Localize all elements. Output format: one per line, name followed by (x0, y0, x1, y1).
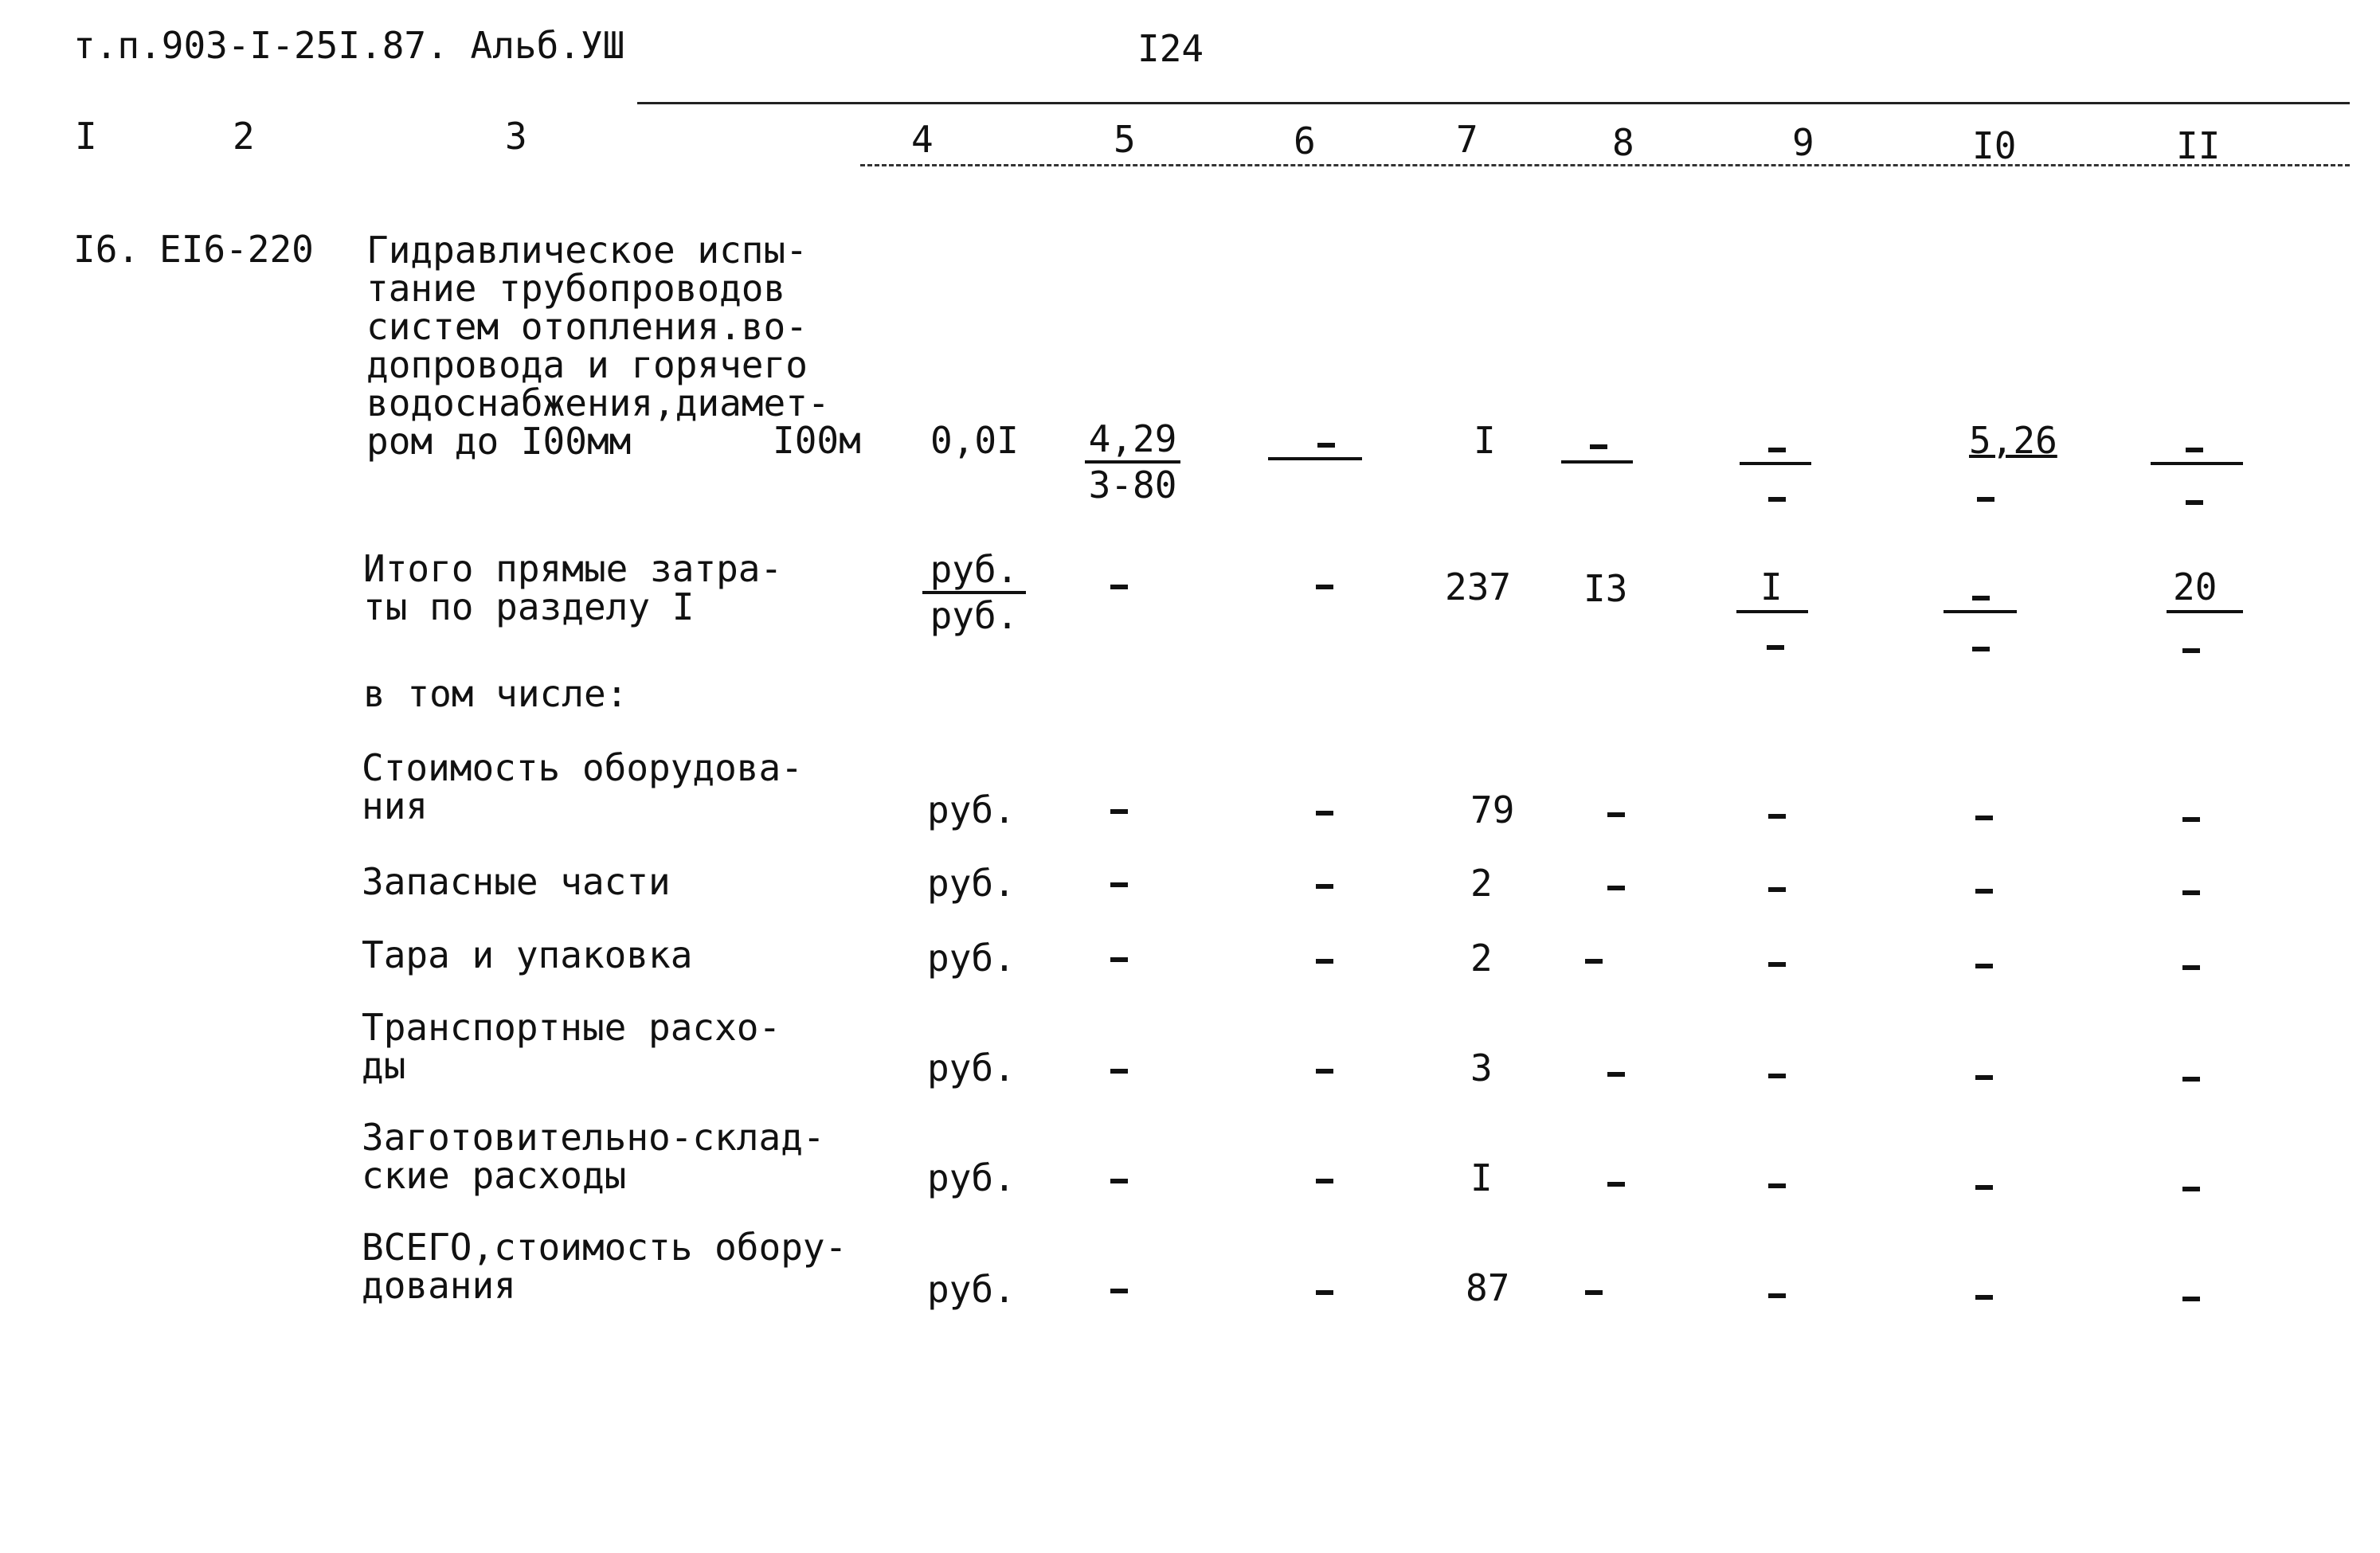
total-direct-col9-rule (1736, 610, 1808, 613)
row-packaging-col9 (1768, 962, 1786, 967)
header-rule-top (637, 102, 2350, 104)
column-header-5: 5 (1114, 118, 1136, 161)
column-header-8: 8 (1612, 121, 1634, 164)
item-col9-top (1768, 448, 1786, 452)
row-equipment-cost-col8 (1607, 812, 1625, 817)
column-header-4: 4 (911, 118, 934, 161)
item-col11-rule (2151, 462, 2243, 465)
column-header-6: 6 (1294, 119, 1316, 162)
item-col10-top: 5,26 (1969, 419, 2057, 462)
row-spare-parts-col6 (1316, 884, 1333, 889)
row-procurement-label: Заготовительно-склад- ские расходы (362, 1116, 825, 1197)
item-col5-top: 4,29 (1085, 421, 1180, 464)
row-total-equipment-col7: 87 (1466, 1266, 1510, 1309)
row-procurement-unit: руб. (927, 1156, 1016, 1199)
row-total-equipment-col11 (2182, 1297, 2200, 1301)
row-equipment-cost-col9 (1768, 814, 1786, 819)
row-transport-col9 (1768, 1074, 1786, 1078)
item-col6-dash (1268, 457, 1362, 460)
row-spare-parts-col8 (1607, 886, 1625, 890)
row-total-equipment-col10 (1975, 1295, 1993, 1300)
row-procurement-col10 (1975, 1185, 1993, 1190)
header-rule-bottom (860, 164, 2350, 166)
row-procurement-col6 (1316, 1179, 1333, 1183)
row-total-equipment-unit: руб. (927, 1268, 1016, 1311)
row-equipment-cost-label: Стоимость оборудова- ния (362, 746, 803, 827)
total-direct-col5 (1110, 585, 1128, 589)
row-transport-unit: руб. (927, 1046, 1016, 1089)
row-transport-col11 (2182, 1077, 2200, 1082)
total-direct-col9-top: I (1760, 565, 1783, 608)
row-procurement-col11 (2182, 1187, 2200, 1191)
total-direct-unit (922, 548, 1026, 637)
row-equipment-cost-col7: 79 (1470, 788, 1515, 831)
row-packaging-col10 (1975, 964, 1993, 968)
item-col9-rule (1740, 462, 1811, 465)
row-equipment-cost-col5 (1110, 809, 1128, 814)
total-direct-col7: 237 (1445, 565, 1512, 608)
row-procurement-col5 (1110, 1179, 1128, 1183)
item-col9-bottom (1768, 497, 1786, 502)
column-header-10: I0 (1972, 124, 2017, 167)
row-spare-parts-col5 (1110, 882, 1128, 887)
row-spare-parts-col7: 2 (1470, 862, 1493, 905)
document-reference: т.п.903-I-25I.87. Альб.УШ (73, 24, 625, 67)
total-direct-unit-top: руб. (922, 551, 1026, 594)
item-col7: I (1474, 419, 1496, 462)
item-col11-bottom (2186, 500, 2203, 505)
item-col11-top (2186, 448, 2203, 452)
column-header-2: 2 (233, 115, 255, 158)
column-header-11: II (2176, 124, 2221, 167)
total-direct-col11-bottom (2182, 648, 2200, 653)
row-transport-col6 (1316, 1069, 1333, 1074)
row-spare-parts-col9 (1768, 887, 1786, 892)
row-packaging-col11 (2182, 965, 2200, 970)
total-direct-col11-rule (2167, 610, 2243, 613)
item-code: EI6-220 (159, 228, 314, 271)
row-transport-col5 (1110, 1069, 1128, 1074)
row-transport-col10 (1975, 1075, 1993, 1080)
row-equipment-cost-col10 (1975, 816, 1993, 820)
row-total-equipment-col5 (1110, 1289, 1128, 1293)
page-number: I24 (1137, 27, 1204, 70)
column-header-3: 3 (505, 115, 527, 158)
row-procurement-col8 (1607, 1182, 1625, 1187)
row-equipment-cost-col11 (2182, 817, 2200, 822)
row-spare-parts-label: Запасные части (362, 860, 671, 903)
item-quantity: 0,0I (930, 419, 1019, 462)
row-packaging-unit: руб. (927, 937, 1016, 980)
column-header-9: 9 (1792, 121, 1814, 164)
total-direct-col10-top (1972, 596, 1990, 600)
row-equipment-cost-unit: руб. (927, 788, 1016, 831)
row-total-equipment-label: ВСЕГО,стоимость обору- дования (362, 1226, 847, 1307)
row-transport-col8 (1607, 1072, 1625, 1077)
row-spare-parts-col10 (1975, 889, 1993, 894)
row-spare-parts-col11 (2182, 890, 2200, 895)
row-packaging-col5 (1110, 957, 1128, 962)
item-unit: I00м (773, 419, 861, 462)
row-equipment-cost-col6 (1316, 811, 1333, 816)
total-direct-col6 (1316, 585, 1333, 589)
total-direct-col10-bottom (1972, 647, 1990, 651)
item-col8-mark (1590, 444, 1607, 449)
row-spare-parts-unit: руб. (927, 862, 1016, 905)
total-direct-unit-bottom: руб. (930, 594, 1019, 637)
total-direct-col11-top: 20 (2173, 565, 2218, 608)
row-packaging-label: Тара и упаковка (362, 933, 693, 976)
row-procurement-col7: I (1470, 1156, 1493, 1199)
column-header-7: 7 (1456, 118, 1478, 161)
total-direct-col9-bottom (1767, 645, 1784, 650)
including-label: в том числе: (363, 672, 628, 715)
row-procurement-col9 (1768, 1183, 1786, 1188)
item-col10-bottom (1977, 497, 1994, 502)
row-transport-col7: 3 (1470, 1046, 1493, 1089)
total-direct-label: Итого прямые затра- ты по разделу I (363, 547, 783, 628)
row-packaging-col7: 2 (1470, 937, 1493, 980)
row-packaging-col8 (1585, 959, 1603, 964)
item-col5-fraction (1085, 417, 1180, 507)
row-total-equipment-col8 (1585, 1290, 1603, 1295)
column-header-1: I (75, 115, 97, 158)
row-total-equipment-col6 (1316, 1290, 1333, 1295)
row-transport-label: Транспортные расхо- ды (362, 1006, 781, 1087)
item-description: Гидравлическое испы- тание трубопроводов систем отопления.во- допровода и горячего водоснабжения,диамет- ром до I00мм (366, 229, 830, 463)
item-col8-rule (1561, 460, 1633, 464)
item-number: I6. (73, 228, 140, 271)
row-packaging-col6 (1316, 959, 1333, 964)
row-total-equipment-col9 (1768, 1293, 1786, 1298)
item-col6-mark (1317, 443, 1335, 448)
total-direct-col8: I3 (1583, 567, 1628, 610)
item-col5-bottom: 3-80 (1088, 464, 1177, 507)
total-direct-col10-rule (1944, 610, 2017, 613)
